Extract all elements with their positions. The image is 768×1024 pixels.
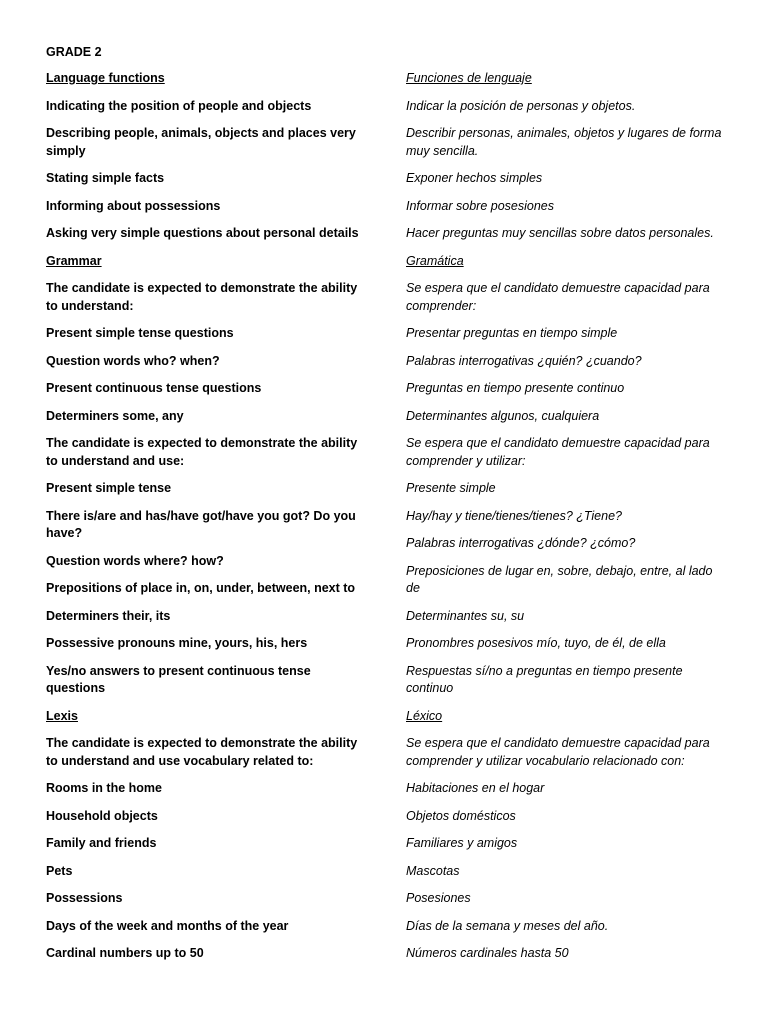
document-title: GRADE 2: [46, 45, 102, 59]
english-list-item: Present simple tense: [46, 481, 172, 495]
english-list-item: Indicating the position of people and objects: [46, 98, 312, 113]
spanish-list-item: Hay/hay y tiene/tienes/tienes? ¿Tiene?: [406, 508, 622, 523]
english-list-item: Present simple tense questions: [46, 326, 234, 340]
english-list-item: There is/are and has/have got/have you got? Do you have?: [46, 508, 356, 540]
spanish-list-item: Familiares y amigos: [406, 836, 518, 850]
english-list-item: The candidate is expected to demonstrate the ability to understand:: [46, 281, 358, 313]
english-section-heading: Language functions: [46, 71, 165, 85]
english-section-heading: Lexis: [46, 708, 78, 723]
spanish-list-item: Se espera que el candidato demuestre capacidad para comprender:: [406, 281, 710, 313]
spanish-list-item: Habitaciones en el hogar: [406, 781, 545, 795]
english-list-item: Family and friends: [46, 836, 157, 850]
english-list-item: Cardinal numbers up to 50: [46, 946, 204, 960]
spanish-list-item: Informar sobre posesiones: [406, 198, 554, 213]
english-list-item: Describing people, animals, objects and places very simply: [46, 126, 356, 158]
spanish-section-heading: Gramática: [406, 253, 464, 268]
spanish-list-item: Determinantes su, su: [406, 608, 525, 623]
english-list-item: Prepositions of place in, on, under, between, next to: [46, 581, 356, 595]
english-list-item: Household objects: [46, 808, 158, 823]
spanish-list-item: Respuestas sí/no a preguntas en tiempo presente continuo: [406, 663, 683, 695]
english-column: [46, 70, 366, 973]
spanish-list-item: Exponer hechos simples: [406, 171, 543, 185]
english-list-item: Question words where? how?: [46, 553, 224, 568]
spanish-list-item: Números cardinales hasta 50: [406, 946, 569, 960]
english-list-item: Pets: [46, 863, 73, 878]
spanish-list-item: Días de la semana y meses del año.: [406, 918, 609, 933]
spanish-list-item: Mascotas: [406, 863, 460, 878]
spanish-list-item: Describir personas, animales, objetos y lugares de forma muy sencilla.: [406, 126, 722, 158]
spanish-list-item: Palabras interrogativas ¿dónde? ¿cómo?: [406, 536, 636, 550]
english-list-item: Present continuous tense questions: [46, 381, 262, 395]
spanish-list-item: Palabras interrogativas ¿quién? ¿cuando?: [406, 353, 642, 368]
english-list-item: The candidate is expected to demonstrate the ability to understand and use vocabulary related to:: [46, 736, 358, 768]
spanish-section-heading: Léxico: [406, 708, 443, 723]
spanish-list-item: Presentar preguntas en tiempo simple: [406, 326, 618, 340]
spanish-list-item: Indicar la posición de personas y objetos.: [406, 98, 636, 113]
spanish-list-item: Se espera que el candidato demuestre capacidad para comprender y utilizar vocabulario relacionado con:: [406, 736, 710, 768]
spanish-list-item: Se espera que el candidato demuestre capacidad para comprender y utilizar:: [406, 436, 710, 468]
spanish-list-item: Determinantes algunos, cualquiera: [406, 408, 600, 423]
english-list-item: Rooms in the home: [46, 781, 162, 795]
spanish-list-item: Preposiciones de lugar en, sobre, debajo, entre, al lado de: [406, 563, 713, 595]
spanish-list-item: Preguntas en tiempo presente continuo: [406, 381, 625, 395]
english-section-heading: Grammar: [46, 253, 102, 268]
spanish-section-heading: Funciones de lenguaje: [406, 71, 532, 85]
spanish-list-item: Presente simple: [406, 481, 496, 495]
english-list-item: Stating simple facts: [46, 171, 165, 185]
spanish-list-item: Posesiones: [406, 891, 471, 905]
spanish-column: [406, 70, 726, 973]
english-list-item: Determiners some, any: [46, 408, 184, 423]
english-list-item: Asking very simple questions about personal details: [46, 226, 359, 240]
english-list-item: Days of the week and months of the year: [46, 918, 289, 933]
spanish-list-item: Pronombres posesivos mío, tuyo, de él, de ella: [406, 636, 666, 650]
english-list-item: Yes/no answers to present continuous tense questions: [46, 663, 311, 695]
english-list-item: Possessions: [46, 891, 123, 905]
english-list-item: Informing about possessions: [46, 198, 221, 213]
english-list-item: Possessive pronouns mine, yours, his, hers: [46, 636, 308, 650]
english-list-item: The candidate is expected to demonstrate the ability to understand and use:: [46, 436, 358, 468]
english-list-item: Question words who? when?: [46, 353, 220, 368]
spanish-list-item: Hacer preguntas muy sencillas sobre datos personales.: [406, 226, 714, 240]
english-list-item: Determiners their, its: [46, 608, 171, 623]
spanish-list-item: Objetos domésticos: [406, 808, 516, 823]
